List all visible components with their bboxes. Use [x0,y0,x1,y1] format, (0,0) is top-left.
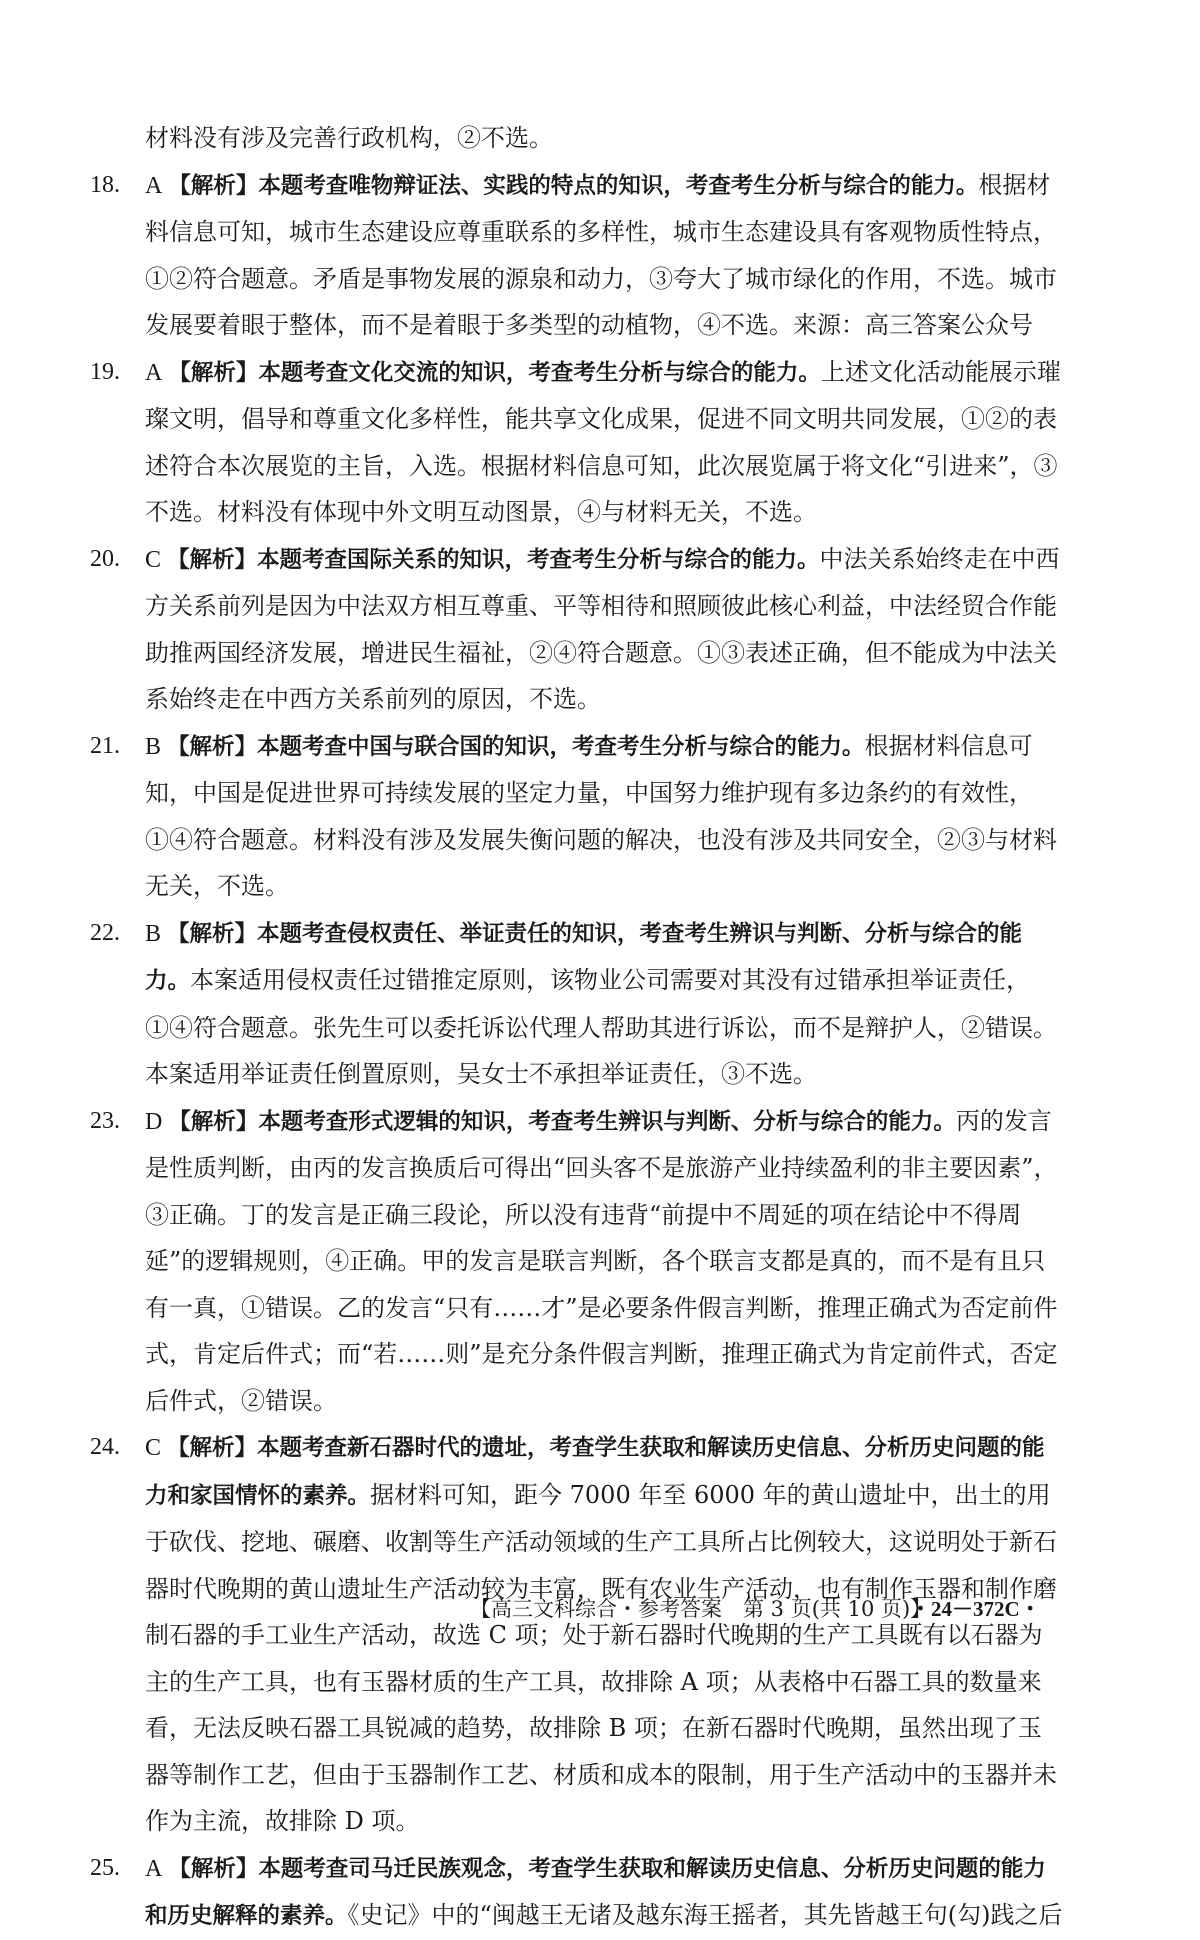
answer-content [90,115,1065,1940]
analysis-body: 根据材料信息可知，城市生态建设应尊重联系的多样性，城市生态建设具有客观物质性特点，①②符合题意。矛盾是事物发展的源泉和动力，③夸大了城市绿化的作用，不选。城市发展要着眼于整体，而不是着眼于多类型的动植物，④不选。来源：高三答案公众号 [145,170,1057,339]
analysis-tag: 【解析】 [168,1855,259,1882]
analysis-tag: 【解析】 [168,1108,259,1135]
answer-letter: B [145,733,162,760]
question-number: 25. [90,1854,120,1881]
analysis-body: 据材料可知，距今 7000 年至 6000 年的黄山遗址中，出土的用于砍伐、挖地、碾磨、收割等生产活动领域的生产工具所占比例较大，这说明处于新石器时代晚期的黄山遗址生产活动较为丰富，既有农业生产活动，也有制作玉器和制作磨制石器的手工业生产活动，故选 C 项；处于新石器时代晚期的生产工具既有以石器为主的生产工具，也有玉器材质的生产工具，故排除 A 项；从表格中石器工具的数量来看，无法反映石器工具锐减的趋势，故排除 B 项；在新石器时代晚期，虽然出现了玉器等制作工艺，但由于玉器制作工艺、材质和成本的限制，用于生产活动中的玉器并未作为主流，故排除 D 项。 [145,1480,1057,1835]
analysis-summary: 本题考查侵权责任、举证责任的知识，考查考生辨识与判断、分析与综合的能力。 [145,920,1023,994]
question-20 [90,536,1065,723]
analysis-summary: 本题考查形式逻辑的知识，考查考生辨识与判断、分析与综合的能力。 [258,1108,956,1135]
question-number: 19. [90,358,120,385]
answer-letter: A [145,172,163,199]
question-25 [90,1845,1065,1940]
analysis-body: 本案适用侵权责任过错推定原则，该物业公司需要对其没有过错承担举证责任，①④符合题意。张先生可以委托诉讼代理人帮助其进行诉讼，而不是辩护人，②错误。本案适用举证责任倒置原则，吴女士不承担举证责任，③不选。 [145,966,1057,1088]
analysis-body: 上述文化活动能展示璀璨文明，倡导和尊重文化多样性，能共享文化成果，促进不同文明共同发展，①②的表述符合本次展览的主旨，入选。根据材料信息可知，此次展览属于将文化“引进来”，③不选。材料没有体现中外文明互动图景，④与材料无关，不选。 [145,357,1061,526]
answer-letter: D [145,1108,163,1135]
question-number: 24. [90,1434,120,1460]
question-22 [90,910,1065,1098]
footer-code: ・24－372C・ [910,1597,1041,1621]
analysis-tag: 【解析】 [168,172,259,199]
analysis-tag: 【解析】 [167,920,258,947]
analysis-summary: 本题考查中国与联合国的知识，考查考生分析与综合的能力。 [257,733,865,760]
analysis-tag: 【解析】 [167,1435,258,1461]
question-number: 20. [90,545,120,572]
analysis-tag: 【解析】 [168,359,259,386]
analysis-summary: 本题考查文化交流的知识，考查考生分析与综合的能力。 [258,359,821,386]
question-23 [90,1098,1065,1425]
analysis-summary: 本题考查司马迁民族观念，考查学生获取和解读历史信息、分析历史问题的能力和历史解释的素养。 [145,1855,1046,1929]
answer-letter: B [145,920,162,947]
question-21 [90,723,1065,910]
question-19 [90,349,1065,536]
answer-letter: C [145,546,162,573]
question-18 [90,162,1065,349]
analysis-summary: 本题考查新石器时代的遗址，考查学生获取和解读历史信息、分析历史问题的能力和家国情怀的素养。 [145,1435,1045,1509]
analysis-tag: 【解析】 [167,546,258,573]
question-24 [90,1424,1065,1845]
analysis-summary: 本题考查国际关系的知识，考查考生分析与综合的能力。 [257,546,820,573]
analysis-body: 《史记》中的“闽越王无诸及越东海王摇者，其先皆越王句(勾)践之后 [347,1901,1063,1929]
analysis-summary: 本题考查唯物辩证法、实践的特点的知识，考查考生分析与综合的能力。 [258,172,979,199]
answer-letter: A [145,359,163,386]
analysis-body: 丙的发言是性质判断，由丙的发言换质后可得出“回头客不是旅游产业持续盈利的非主要因素”，③正确。丁的发言是正确三段论，所以没有违背“前提中不周延的项在结论中不得周延”的逻辑规则，④正确。甲的发言是联言判断，各个联言支都是真的，而不是有且只有一真，①错误。乙的发言“只有……才”是必要条件假言判断，推理正确式为否定前件式，肯定后件式；而“若……则”是充分条件假言判断，推理正确式为肯定前件式，否定后件式，②错误。 [145,1106,1058,1415]
analysis-tag: 【解析】 [167,733,258,760]
answer-letter: C [145,1435,162,1461]
analysis-body: 中法关系始终走在中西方关系前列是因为中法双方相互尊重、平等相待和照顾彼此核心利益，中法经贸合作能助推两国经济发展，增进民生福祉，②④符合题意。①③表述正确，但不能成为中法关系始终走在中西方关系前列的原因，不选。 [145,544,1060,713]
question-number: 18. [90,171,120,198]
question-number: 22. [90,919,120,946]
intro-text: 材料没有涉及完善行政机构，②不选。 [145,124,553,152]
question-number: 21. [90,732,120,759]
footer-page-info: 【高三文科综合・参考答案 第 3 页(共 10 页)】 [470,1597,932,1621]
answer-letter: A [145,1855,163,1882]
analysis-body: 根据材料信息可知，中国是促进世界可持续发展的坚定力量，中国努力维护现有多边条约的有效性，①④符合题意。材料没有涉及发展失衡问题的解决，也没有涉及共同安全，②③与材料无关，不选。 [145,731,1057,900]
question-number: 23. [90,1107,120,1134]
